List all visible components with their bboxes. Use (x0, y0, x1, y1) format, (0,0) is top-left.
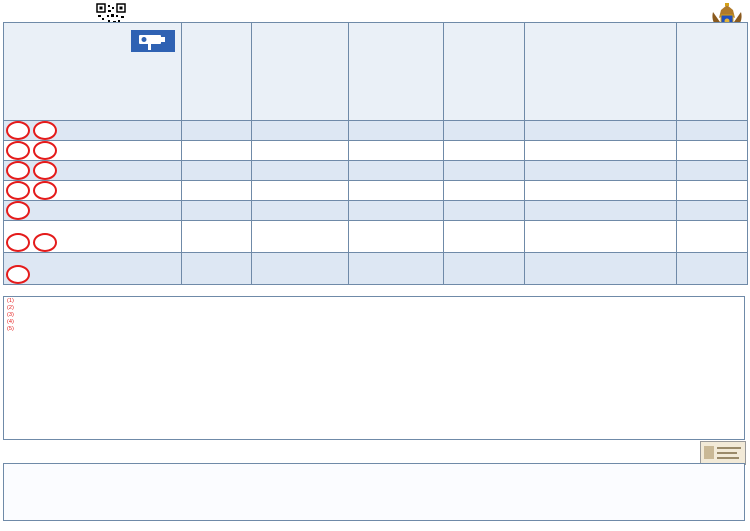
penalty-points (182, 121, 252, 141)
speed-limit-sign (33, 161, 57, 180)
penalty-points (182, 201, 252, 221)
fine-sum (349, 181, 444, 201)
article-paragraph (4, 221, 182, 253)
license-suspension (525, 181, 677, 201)
fine-sum (349, 221, 444, 253)
fine-units (252, 161, 349, 181)
speed-limit-sign (6, 161, 30, 180)
article-paragraph (4, 141, 182, 161)
fine-sum (349, 253, 444, 285)
table-row (4, 141, 748, 161)
fine-units (252, 181, 349, 201)
penalty-points (182, 253, 252, 285)
license-suspension (525, 161, 677, 181)
prison-term (677, 201, 748, 221)
community-work (444, 221, 525, 253)
license-suspension (525, 141, 677, 161)
col-header-sum (349, 23, 444, 121)
penalty-points (182, 221, 252, 253)
speed-limit-sign (6, 265, 30, 284)
prison-term (677, 161, 748, 181)
speed-limit-sign (33, 141, 57, 160)
community-work (444, 161, 525, 181)
speed-limit-sign (6, 201, 30, 220)
fine-sum (349, 201, 444, 221)
col-header-community-work (444, 23, 525, 121)
col-header-points (182, 23, 252, 121)
prison-term (677, 141, 748, 161)
article-paragraph (4, 161, 182, 181)
penalty-points (182, 161, 252, 181)
penalty-points (182, 181, 252, 201)
fine-units (252, 253, 349, 285)
fine-units (252, 121, 349, 141)
note-line: (2) (7, 305, 14, 312)
col-header-fine (252, 23, 349, 121)
fine-sum (349, 141, 444, 161)
fine-units (252, 141, 349, 161)
fine-sum (349, 121, 444, 141)
license-suspension (525, 121, 677, 141)
table-row (4, 161, 748, 181)
col-header-suspension (525, 23, 677, 121)
speed-limit-sign (33, 121, 57, 140)
article-paragraph (4, 201, 182, 221)
table-row (4, 201, 748, 221)
prison-term (677, 221, 748, 253)
license-suspension (525, 201, 677, 221)
speed-limit-sign (6, 141, 30, 160)
col-header-prison (677, 23, 748, 121)
speed-limit-sign (6, 181, 30, 200)
fine-units (252, 201, 349, 221)
community-work (444, 181, 525, 201)
note-line: (1) (7, 298, 14, 304)
community-work (444, 253, 525, 285)
fine-units (252, 221, 349, 253)
table-header-row (4, 23, 748, 121)
community-work (444, 201, 525, 221)
speed-limit-sign (33, 181, 57, 200)
community-work (444, 141, 525, 161)
note-line: (5) (7, 326, 14, 333)
speeding-fines-table (3, 22, 748, 285)
speed-limit-sign (33, 233, 57, 252)
prison-term (677, 253, 748, 285)
note-line: (4) (7, 319, 14, 326)
table-row (4, 181, 748, 201)
driving-license-icon (700, 441, 746, 465)
article-21-block (3, 463, 745, 521)
speed-camera-icon (131, 30, 175, 52)
footer-author (3, 521, 747, 531)
speed-limit-sign (6, 121, 30, 140)
table-row (4, 253, 748, 285)
community-work (444, 121, 525, 141)
article-paragraph (4, 253, 182, 285)
prison-term (677, 121, 748, 141)
prison-term (677, 181, 748, 201)
license-suspension (525, 221, 677, 253)
article-paragraph (4, 181, 182, 201)
license-suspension (525, 253, 677, 285)
table-row (4, 221, 748, 253)
fine-sum (349, 161, 444, 181)
penalty-points (182, 141, 252, 161)
speed-limit-sign (6, 233, 30, 252)
article-paragraph (4, 121, 182, 141)
law-header (3, 440, 745, 460)
table-row (4, 121, 748, 141)
note-line: (3) (7, 312, 14, 319)
col-header-article (4, 23, 182, 121)
penalty-points-notes (3, 296, 745, 440)
